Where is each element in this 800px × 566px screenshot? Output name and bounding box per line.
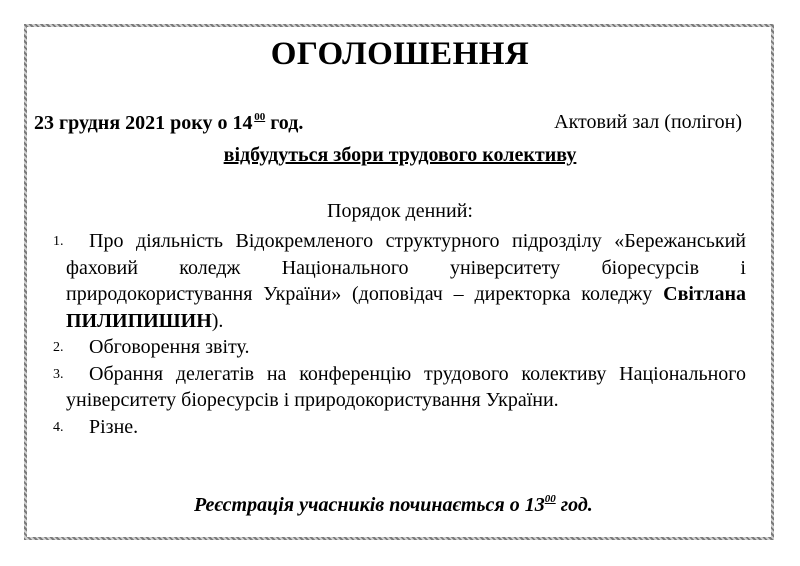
agenda-item-text: Різне.: [89, 415, 139, 438]
meeting-date: 23 грудня 2021 року о 14: [34, 112, 253, 134]
agenda-item: [53, 414, 746, 441]
agenda-item-text: Обрання делегатів на конференцію трудового колективу Національного університету біоресурсів і природокористування України.: [66, 362, 746, 411]
agenda-item-text: Про діяльність Відокремленого структурного підрозділу «Бережанський фаховий коледж Національного університету біоресурсів і природокористування України» (доповідач – директорка коледжу: [66, 230, 746, 305]
agenda-item: [53, 361, 746, 414]
agenda-item: [53, 334, 746, 361]
meeting-time-suffix: год.: [270, 112, 304, 134]
agenda-item-text-end: ).: [211, 309, 224, 332]
registration-note: [194, 493, 593, 517]
agenda-item-number: 1.: [53, 234, 64, 249]
agenda-item: [53, 228, 746, 334]
agenda-list: [0, 228, 800, 440]
registration-text: Реєстрація учасників починається о 13: [194, 494, 545, 516]
registration-time-suffix: год.: [560, 494, 593, 516]
speaker-name: Світлана ПИЛИПИШИН: [66, 283, 746, 332]
meeting-time-minutes: 00: [254, 111, 266, 123]
page-title: ОГОЛОШЕННЯ: [270, 36, 530, 72]
registration-time-minutes: 00: [544, 493, 556, 505]
meeting-venue: Актовий зал (полігон): [554, 111, 742, 133]
agenda-item-text: Обговорення звіту.: [89, 336, 250, 358]
meeting-date-time: [34, 111, 303, 135]
meeting-heading: відбудуться збори трудового колективу: [223, 144, 577, 166]
agenda-item-number: 2.: [53, 340, 64, 355]
agenda-item-number: 3.: [53, 366, 64, 382]
agenda-heading: Порядок денний:: [327, 200, 473, 222]
agenda-item-number: 4.: [53, 419, 64, 435]
